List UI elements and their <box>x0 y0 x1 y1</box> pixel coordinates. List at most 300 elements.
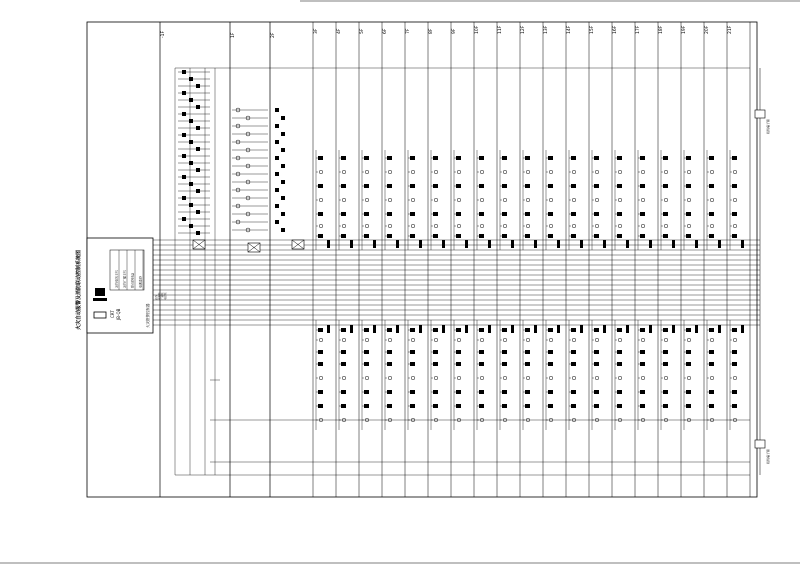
smoke-detector-symbol <box>617 184 622 188</box>
left-device-symbol <box>189 182 193 186</box>
speaker-symbol <box>549 376 553 380</box>
left-device-symbol <box>189 203 193 207</box>
left-device-symbol <box>275 124 279 128</box>
manual-call-point-symbol <box>388 170 392 174</box>
floor-module-symbol <box>373 325 376 333</box>
manual-call-point-symbol <box>457 170 461 174</box>
floor-label: 10F <box>475 25 480 34</box>
heat-detector-symbol <box>387 328 392 332</box>
smoke-detector-symbol <box>433 212 438 216</box>
manual-call-point-symbol <box>641 198 645 202</box>
left-device-symbol <box>196 84 200 88</box>
floor-module-symbol <box>557 325 560 333</box>
smoke-detector-symbol <box>410 156 415 160</box>
floor-module-symbol <box>465 325 468 333</box>
left-device-symbol <box>275 188 279 192</box>
smoke-detector-symbol <box>594 234 599 238</box>
manual-call-point-symbol <box>733 198 737 202</box>
speaker-symbol <box>480 376 484 380</box>
bus-label: 广播线 <box>161 292 164 300</box>
heat-detector-symbol <box>479 328 484 332</box>
floor-module-symbol <box>488 240 491 248</box>
manual-call-point-symbol <box>434 170 438 174</box>
floor-module-symbol <box>603 240 606 248</box>
left-device-symbol <box>182 91 186 95</box>
heat-detector-symbol <box>594 362 599 366</box>
floor-module-symbol <box>396 325 399 333</box>
left-device-symbol <box>189 119 193 123</box>
floor-label: 12F <box>521 25 526 34</box>
floor-module-symbol <box>327 240 330 248</box>
manual-call-point-symbol <box>572 224 576 228</box>
floor-module-symbol <box>580 325 583 333</box>
speaker-symbol <box>480 338 484 342</box>
smoke-detector-symbol <box>686 156 691 160</box>
smoke-detector-symbol <box>617 156 622 160</box>
floor-module-symbol <box>580 240 583 248</box>
floor-module-symbol <box>626 240 629 248</box>
smoke-detector-symbol <box>364 212 369 216</box>
smoke-detector-symbol <box>709 234 714 238</box>
heat-detector-symbol <box>341 362 346 366</box>
left-device-symbol <box>196 210 200 214</box>
smoke-detector-symbol <box>456 234 461 238</box>
smoke-detector-symbol <box>364 234 369 238</box>
heat-detector-symbol <box>571 362 576 366</box>
heat-detector-symbol <box>479 390 484 394</box>
left-device-symbol <box>182 217 186 221</box>
floor-module-symbol <box>511 240 514 248</box>
floor-module-symbol <box>373 240 376 248</box>
heat-detector-symbol <box>318 404 323 408</box>
heat-detector-symbol <box>617 362 622 366</box>
smoke-detector-symbol <box>663 234 668 238</box>
speaker-symbol <box>710 376 714 380</box>
left-device-symbol <box>275 156 279 160</box>
manual-call-point-symbol <box>549 170 553 174</box>
left-device-symbol <box>189 161 193 165</box>
smoke-detector-symbol <box>479 156 484 160</box>
smoke-detector-symbol <box>663 184 668 188</box>
heat-detector-symbol <box>663 404 668 408</box>
heat-detector-symbol <box>594 390 599 394</box>
smoke-detector-symbol <box>732 156 737 160</box>
heat-detector-symbol <box>617 350 622 354</box>
heat-detector-symbol <box>387 350 392 354</box>
heat-detector-symbol <box>686 350 691 354</box>
smoke-detector-symbol <box>571 234 576 238</box>
floor-module-symbol <box>442 325 445 333</box>
manual-call-point-symbol <box>664 198 668 202</box>
floor-label: 13F <box>544 25 549 34</box>
floor-module-symbol <box>672 240 675 248</box>
heat-detector-symbol <box>571 350 576 354</box>
heat-detector-symbol <box>732 390 737 394</box>
bus-label: 电源线 <box>158 292 161 300</box>
heat-detector-symbol <box>502 390 507 394</box>
heat-detector-symbol <box>732 362 737 366</box>
speaker-symbol <box>342 338 346 342</box>
manual-call-point-symbol <box>411 224 415 228</box>
heat-detector-symbol <box>364 404 369 408</box>
floor-label: 17F <box>636 25 641 34</box>
floor-module-symbol <box>718 240 721 248</box>
manual-call-point-symbol <box>503 170 507 174</box>
left-device-symbol <box>189 77 193 81</box>
smoke-detector-symbol <box>410 184 415 188</box>
smoke-detector-symbol <box>433 234 438 238</box>
left-device-symbol <box>182 112 186 116</box>
manual-call-point-symbol <box>687 198 691 202</box>
heat-detector-symbol <box>709 390 714 394</box>
smoke-detector-symbol <box>341 234 346 238</box>
floor-module-symbol <box>649 240 652 248</box>
left-device-symbol <box>281 164 285 168</box>
smoke-detector-symbol <box>341 184 346 188</box>
floor-module-symbol <box>534 240 537 248</box>
terminal-box-label: 接线端子箱 <box>766 118 770 134</box>
heat-detector-symbol <box>594 328 599 332</box>
smoke-detector-symbol <box>617 234 622 238</box>
panel-model: JB-QB <box>116 308 121 320</box>
heat-detector-symbol <box>732 404 737 408</box>
smoke-detector-symbol <box>571 184 576 188</box>
smoke-detector-symbol <box>479 212 484 216</box>
floor-module-symbol <box>350 325 353 333</box>
manual-call-point-symbol <box>687 170 691 174</box>
heat-detector-symbol <box>571 390 576 394</box>
manual-call-point-symbol <box>388 224 392 228</box>
heat-detector-symbol <box>364 362 369 366</box>
diagram-border <box>87 22 757 497</box>
smoke-detector-symbol <box>525 234 530 238</box>
smoke-detector-symbol <box>732 234 737 238</box>
heat-detector-symbol <box>548 350 553 354</box>
smoke-detector-symbol <box>341 156 346 160</box>
floor-module-symbol <box>603 325 606 333</box>
smoke-detector-symbol <box>318 234 323 238</box>
smoke-detector-symbol <box>686 184 691 188</box>
manual-call-point-symbol <box>526 224 530 228</box>
smoke-detector-symbol <box>663 212 668 216</box>
smoke-detector-symbol <box>640 234 645 238</box>
left-device-symbol <box>281 116 285 120</box>
smoke-detector-symbol <box>387 184 392 188</box>
speaker-symbol <box>687 376 691 380</box>
manual-call-point-symbol <box>710 198 714 202</box>
heat-detector-symbol <box>364 390 369 394</box>
heat-detector-symbol <box>617 328 622 332</box>
manual-call-point-symbol <box>526 198 530 202</box>
manual-call-point-symbol <box>710 224 714 228</box>
smoke-detector-symbol <box>387 212 392 216</box>
panel-name: 火灾报警控制器 <box>146 303 150 328</box>
speaker-symbol <box>595 376 599 380</box>
smoke-detector-symbol <box>318 156 323 160</box>
manual-call-point-symbol <box>480 224 484 228</box>
manual-call-point-symbol <box>503 224 507 228</box>
left-device-symbol <box>275 140 279 144</box>
speaker-symbol <box>572 376 576 380</box>
heat-detector-symbol <box>732 328 737 332</box>
heat-detector-symbol <box>387 362 392 366</box>
control-panel <box>75 238 167 333</box>
bus-label: 电话线 <box>164 292 167 300</box>
manual-call-point-symbol <box>342 170 346 174</box>
manual-call-point-symbol <box>526 170 530 174</box>
heat-detector-symbol <box>479 362 484 366</box>
floor-label: 14F <box>567 25 572 34</box>
smoke-detector-symbol <box>318 212 323 216</box>
smoke-detector-symbol <box>341 212 346 216</box>
heat-detector-symbol <box>456 328 461 332</box>
floor-module-symbol <box>557 240 560 248</box>
smoke-detector-symbol <box>456 156 461 160</box>
left-device-symbol <box>281 180 285 184</box>
manual-call-point-symbol <box>480 170 484 174</box>
floor-module-symbol <box>741 240 744 248</box>
heat-detector-symbol <box>456 390 461 394</box>
left-device-symbol <box>196 168 200 172</box>
speaker-symbol <box>618 338 622 342</box>
manual-call-point-symbol <box>733 170 737 174</box>
terminal-box <box>755 440 765 448</box>
manual-call-point-symbol <box>480 198 484 202</box>
floor-label: 7F <box>406 28 411 34</box>
heat-detector-symbol <box>594 350 599 354</box>
floor-label: 9F <box>452 28 457 34</box>
speaker-symbol <box>664 376 668 380</box>
smoke-detector-symbol <box>548 234 553 238</box>
heat-detector-symbol <box>548 390 553 394</box>
heat-detector-symbol <box>548 328 553 332</box>
heat-detector-symbol <box>640 362 645 366</box>
speaker-symbol <box>411 376 415 380</box>
heat-detector-symbol <box>525 390 530 394</box>
heat-detector-symbol <box>663 350 668 354</box>
left-device-symbol <box>275 172 279 176</box>
heat-detector-symbol <box>502 350 507 354</box>
heat-detector-symbol <box>548 362 553 366</box>
floor-label: 16F <box>613 25 618 34</box>
manual-call-point-symbol <box>342 224 346 228</box>
smoke-detector-symbol <box>456 184 461 188</box>
manual-call-point-symbol <box>365 224 369 228</box>
left-device-symbol <box>182 196 186 200</box>
smoke-detector-symbol <box>318 184 323 188</box>
smoke-detector-symbol <box>640 156 645 160</box>
heat-detector-symbol <box>410 362 415 366</box>
floor-module-symbol <box>327 325 330 333</box>
left-device-symbol <box>275 108 279 112</box>
heat-detector-symbol <box>732 350 737 354</box>
heat-detector-symbol <box>686 328 691 332</box>
speaker-symbol <box>526 338 530 342</box>
heat-detector-symbol <box>502 404 507 408</box>
manual-call-point-symbol <box>641 224 645 228</box>
speaker-symbol <box>365 338 369 342</box>
floor-label: 8F <box>429 28 434 34</box>
left-floor-label: 2F <box>271 32 276 38</box>
manual-call-point-symbol <box>549 224 553 228</box>
floor-module-symbol <box>465 240 468 248</box>
smoke-detector-symbol <box>640 184 645 188</box>
manual-call-point-symbol <box>549 198 553 202</box>
heat-detector-symbol <box>479 404 484 408</box>
manual-call-point-symbol <box>572 198 576 202</box>
heat-detector-symbol <box>663 362 668 366</box>
floor-module-symbol <box>741 325 744 333</box>
speaker-symbol <box>549 338 553 342</box>
heat-detector-symbol <box>410 350 415 354</box>
floor-label: 21F <box>728 25 733 34</box>
left-device-symbol <box>196 147 200 151</box>
left-device-symbol <box>182 154 186 158</box>
heat-detector-symbol <box>341 328 346 332</box>
left-device-symbol <box>189 140 193 144</box>
heat-detector-symbol <box>318 390 323 394</box>
manual-call-point-symbol <box>618 170 622 174</box>
manual-call-point-symbol <box>664 170 668 174</box>
left-distribution-area <box>178 70 304 252</box>
heat-detector-symbol <box>433 390 438 394</box>
speaker-symbol <box>388 376 392 380</box>
panel-item-label: 消防电话主机 <box>114 269 119 288</box>
manual-call-point-symbol <box>319 170 323 174</box>
smoke-detector-symbol <box>502 156 507 160</box>
heat-detector-symbol <box>410 390 415 394</box>
speaker-symbol <box>641 338 645 342</box>
smoke-detector-symbol <box>548 212 553 216</box>
heat-detector-symbol <box>410 328 415 332</box>
smoke-detector-symbol <box>410 234 415 238</box>
printer-label: CRT <box>110 310 115 318</box>
speaker-symbol <box>434 338 438 342</box>
heat-detector-symbol <box>686 390 691 394</box>
heat-detector-symbol <box>640 390 645 394</box>
smoke-detector-symbol <box>640 212 645 216</box>
heat-detector-symbol <box>617 390 622 394</box>
left-device-symbol <box>182 175 186 179</box>
smoke-detector-symbol <box>709 156 714 160</box>
smoke-detector-symbol <box>732 212 737 216</box>
heat-detector-symbol <box>709 362 714 366</box>
heat-detector-symbol <box>571 404 576 408</box>
speaker-symbol <box>733 338 737 342</box>
manual-call-point-symbol <box>457 224 461 228</box>
floor-label: 5F <box>360 28 365 34</box>
speaker-symbol <box>319 338 323 342</box>
floor-module-symbol <box>649 325 652 333</box>
floor-label: 11F <box>498 25 503 34</box>
floor-label: 4F <box>337 28 342 34</box>
smoke-detector-symbol <box>617 212 622 216</box>
smoke-detector-symbol <box>364 156 369 160</box>
left-device-symbol <box>281 148 285 152</box>
heat-detector-symbol <box>341 404 346 408</box>
speaker-symbol <box>618 376 622 380</box>
heat-detector-symbol <box>525 350 530 354</box>
heat-detector-symbol <box>364 350 369 354</box>
panel-item-label: 联动控制盘 <box>130 272 135 288</box>
left-device-symbol <box>196 231 200 235</box>
bus-lines <box>153 68 760 475</box>
speaker-symbol <box>457 376 461 380</box>
left-device-symbol <box>275 220 279 224</box>
smoke-detector-symbol <box>456 212 461 216</box>
manual-call-point-symbol <box>503 198 507 202</box>
smoke-detector-symbol <box>594 156 599 160</box>
computer-icon <box>95 288 105 296</box>
floor-label: 18F <box>659 25 664 34</box>
manual-call-point-symbol <box>319 224 323 228</box>
smoke-detector-symbol <box>502 212 507 216</box>
heat-detector-symbol <box>709 350 714 354</box>
heat-detector-symbol <box>433 362 438 366</box>
heat-detector-symbol <box>456 362 461 366</box>
speaker-symbol <box>595 338 599 342</box>
manual-call-point-symbol <box>572 170 576 174</box>
smoke-detector-symbol <box>709 184 714 188</box>
terminal-box <box>755 110 765 118</box>
smoke-detector-symbol <box>387 156 392 160</box>
manual-call-point-symbol <box>365 198 369 202</box>
heat-detector-symbol <box>525 404 530 408</box>
left-device-symbol <box>182 70 186 74</box>
heat-detector-symbol <box>410 404 415 408</box>
smoke-detector-symbol <box>387 234 392 238</box>
heat-detector-symbol <box>548 404 553 408</box>
manual-call-point-symbol <box>434 224 438 228</box>
heat-detector-symbol <box>502 362 507 366</box>
smoke-detector-symbol <box>525 156 530 160</box>
heat-detector-symbol <box>686 404 691 408</box>
heat-detector-symbol <box>364 328 369 332</box>
smoke-detector-symbol <box>502 234 507 238</box>
smoke-detector-symbol <box>525 184 530 188</box>
smoke-detector-symbol <box>571 212 576 216</box>
speaker-symbol <box>687 338 691 342</box>
left-floor-label: 1F <box>231 32 236 38</box>
heat-detector-symbol <box>640 404 645 408</box>
bus-label: 总线 <box>155 294 158 300</box>
panel-item-label: 消防广播主机 <box>122 269 127 288</box>
speaker-symbol <box>319 376 323 380</box>
diagram-title: 火灾自动报警及消防联动控制系统图 <box>76 249 82 330</box>
floor-label: 6F <box>383 28 388 34</box>
speaker-symbol <box>388 338 392 342</box>
floor-label: 3F <box>314 28 319 34</box>
speaker-symbol <box>526 376 530 380</box>
speaker-symbol <box>664 338 668 342</box>
heat-detector-symbol <box>640 328 645 332</box>
smoke-detector-symbol <box>594 184 599 188</box>
smoke-detector-symbol <box>663 156 668 160</box>
floor-labels <box>160 25 733 38</box>
floor-module-symbol <box>695 240 698 248</box>
smoke-detector-symbol <box>548 184 553 188</box>
speaker-symbol <box>733 376 737 380</box>
heat-detector-symbol <box>387 404 392 408</box>
heat-detector-symbol <box>640 350 645 354</box>
smoke-detector-symbol <box>686 234 691 238</box>
left-device-symbol <box>281 132 285 136</box>
speaker-symbol <box>572 338 576 342</box>
heat-detector-symbol <box>341 350 346 354</box>
heat-detector-symbol <box>502 328 507 332</box>
smoke-detector-symbol <box>502 184 507 188</box>
terminal-box-label: 接线端子箱 <box>766 448 770 464</box>
